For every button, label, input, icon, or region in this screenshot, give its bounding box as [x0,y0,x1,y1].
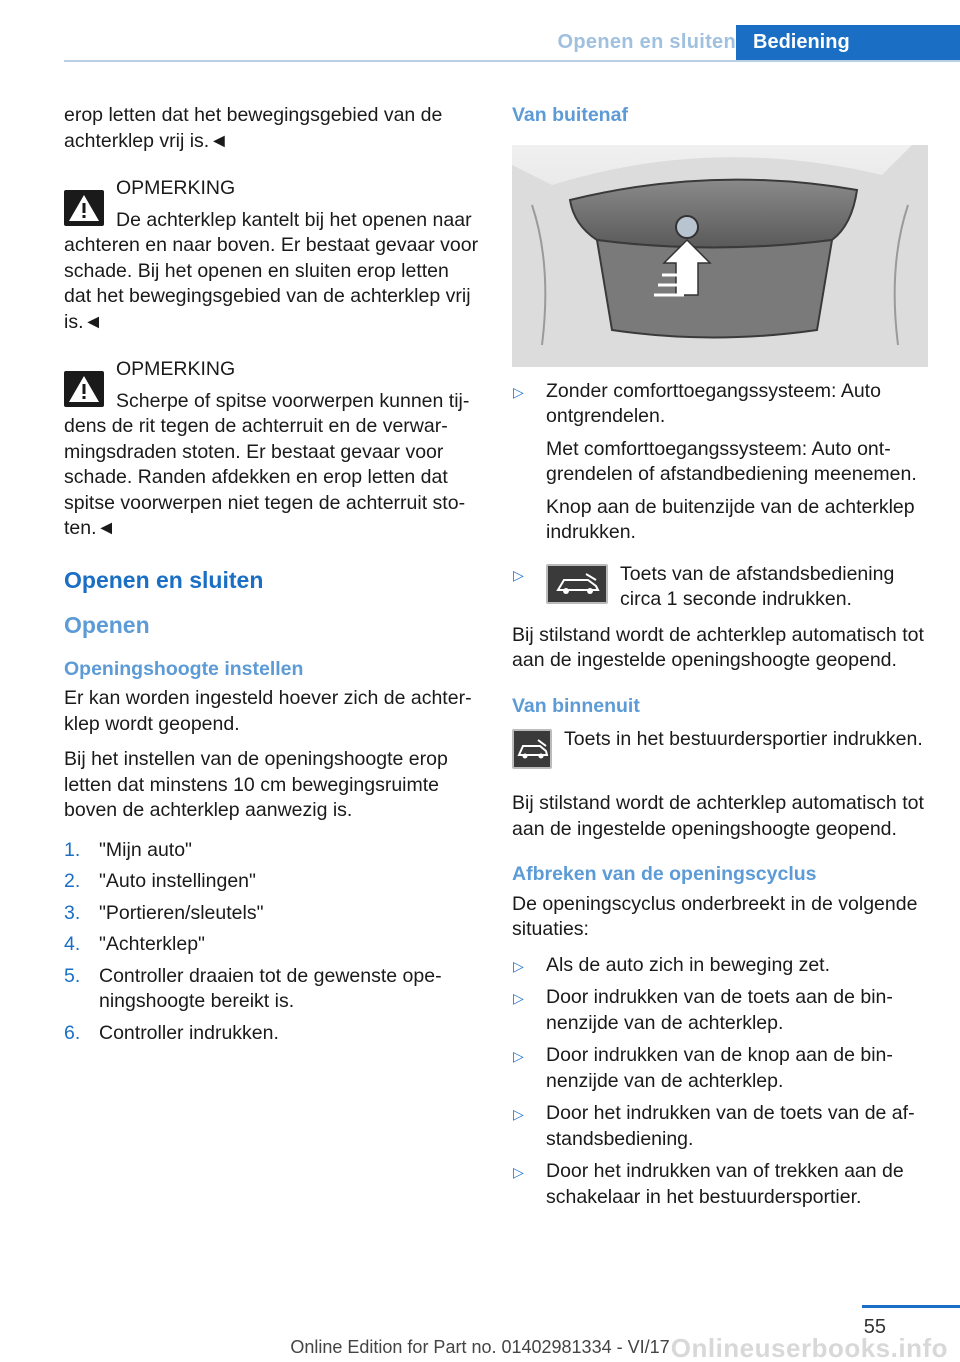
list-item [512,1159,928,1210]
step-text: "Mijn auto" [99,838,192,861]
outside-steps [512,379,928,430]
list-item [512,953,928,979]
warning-icon [64,190,104,226]
warning-icon [64,371,104,407]
header-divider [64,60,960,62]
note-body: De achterklep kantelt bij het openen naar achteren en naar boven. Er bestaat gevaar voor schade. Bij het openen en sluiten erop letten dat het bewegingsgebied van de achterklep vrij is.◄ [64,208,479,333]
paragraph: De openingscyclus onderbreekt in de volgende situaties: [512,892,918,940]
watermark: Onlineuserbooks.info [670,1333,948,1362]
step-text: "Auto instellingen" [99,870,256,892]
step-text: "Achterklep" [99,933,205,955]
paragraph: Er kan worden ingesteld hoever zich de achterklep wordt geopend. [64,687,472,735]
list-item [512,1043,928,1094]
page-number: 55 [863,1316,886,1338]
paragraph: Bij stilstand wordt de achterklep automatisch tot aan de ingestelde openingshoogte geopend. [512,623,924,671]
step-text: Controller indrukken. [99,1021,279,1044]
bullet-text: Als de auto zich in beweging zet. [546,953,831,976]
bullet-text: Door het indrukken van of trekken aan de schakelaar in het bestuurdersportier. [546,1160,904,1208]
left-column [64,103,480,1052]
step-number: 3. [64,901,81,924]
step-number: 4. [64,933,81,955]
list-item [64,932,480,958]
section-heading: Openen en sluiten [64,566,264,593]
driver-door-button-step [512,727,928,777]
note-body: Scherpe of spitse voorwerpen kunnen tijdens de rit tegen de achterruit en de verwarmingsdraden stoten. Er bestaat gevaar voor schade. Randen afdekken en erop letten dat spitse voorwerpen niet tegen de achterruit stoten.◄ [64,389,470,539]
list-item [64,869,480,895]
warning-note-2 [64,357,480,542]
car-tailgate-button-icon [512,729,552,769]
bullet-text: Door het indrukken van de toets van de afstandsbediening. [546,1102,915,1150]
list-item [512,985,928,1036]
subsection-heading: Openen [64,612,150,638]
bullet-triangle-icon: ▷ [513,990,524,1006]
bullet-text: Door indrukken van de knop aan de binnenzijde van de achterklep. [546,1044,893,1092]
bullet-triangle-icon: ▷ [513,383,524,400]
paragraph: Bij het instellen van de openingshoogte erop letten dat minstens 10 cm bewegingsruimte boven de achterklep aanwezig is. [64,748,448,821]
topic-heading: Afbreken van de openingscyclus [512,863,817,885]
bullet-subtext: Met comforttoegangssysteem: Auto ontgrendelen of afstandbediening meenemen. [546,437,917,485]
bullet-triangle-icon: ▷ [513,1048,524,1064]
bullet-subtext: Knop aan de buitenzijde van de achterklep indrukken. [546,495,915,543]
list-item [512,379,928,430]
step-number: 6. [64,1021,81,1044]
list-item [64,901,480,927]
bullet-text: Zonder comforttoegangssysteem: Auto ontgrendelen. [546,379,881,427]
step-number: 2. [64,870,81,892]
bullet-triangle-icon: ▷ [513,957,524,974]
list-item [64,964,480,1015]
edition-footer: Online Edition for Part no. 01402981334 - VI/17 [290,1337,670,1357]
bullet-text: Door indrukken van de toets aan de binnenzijde van de achterklep. [546,986,893,1034]
bullet-triangle-icon: ▷ [513,1106,524,1122]
bullet-triangle-icon: ▷ [513,566,524,583]
list-item [64,838,480,864]
right-column [512,103,928,1217]
note-title: OPMERKING [116,358,236,380]
topic-heading: Openingshoogte instellen [64,657,304,680]
header-section-title: Openen en sluiten [557,31,736,53]
intro-text: erop letten dat het bewegingsgebied van de achterklep vrij is.◄ [64,104,443,152]
topic-heading: Van binnenuit [512,694,640,717]
driver-door-text: Toets in het bestuurdersportier indrukken. [564,728,923,750]
list-item [512,1101,928,1152]
step-number: 5. [64,964,81,987]
step-text: Controller draaien tot de gewenste openingshoogte bereikt is. [99,964,442,1012]
topic-heading: Van buitenaf [512,104,628,126]
paragraph: Bij stilstand wordt de achterklep automatisch tot aan de ingestelde openingshoogte geopend. [512,792,924,840]
car-tailgate-button-icon [546,564,608,604]
steps-list [64,838,480,1047]
remote-key-text: Toets van de afstandsbediening circa 1 seconde indrukken. [620,562,895,610]
warning-note-1 [64,176,480,335]
bullet-triangle-icon: ▷ [513,1164,524,1180]
tailgate-illustration [512,145,928,367]
note-title: OPMERKING [116,177,236,199]
remote-key-step [512,562,928,613]
step-text: "Portieren/sleutels" [99,901,264,924]
abort-list [512,953,928,1211]
page-header [0,25,960,63]
step-number: 1. [64,838,81,861]
footer-divider [862,1305,960,1308]
header-chapter-tab: Bediening [736,25,960,62]
list-item [64,1021,480,1047]
